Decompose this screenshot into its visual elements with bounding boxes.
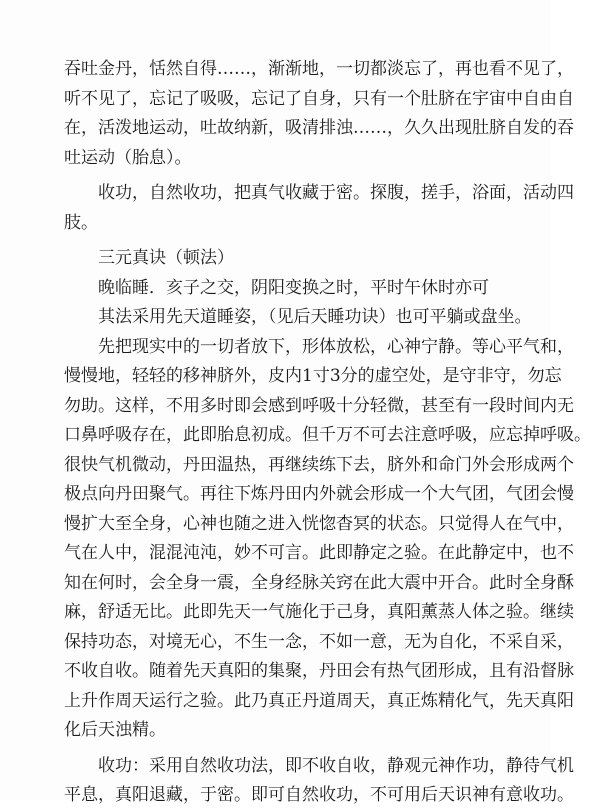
text-line: 先把现实中的一切者放下，形体放松，心神宁静。等心平气和， (98, 336, 574, 357)
text-line: 勿助。这样，不用多时即会感到呼吸十分轻微，甚至有一段时间内无 (64, 395, 574, 416)
text-line: 很快气机微动，丹田温热，再继续练下去，脐外和命门外会形成两个 (64, 454, 574, 475)
paragraph-posture (64, 303, 532, 333)
section-title: 三元真诀（顿法） (98, 248, 234, 268)
text-line: 化后天浊精。 (64, 720, 166, 740)
text-line: 平息，真阳退藏，于密。即可自然收功，不可用后天识神有意收功。 (64, 785, 574, 805)
text-line: 不收自收。随着先天真阳的集聚，丹田会有热气团形成，且有沿督脉 (64, 661, 574, 681)
text-line: 吐运动（胎息）。 (64, 147, 192, 168)
text-line: 慢慢地，轻轻的移神脐外，皮内1寸3分的虚空处，是守非守，勿忘 (64, 366, 562, 386)
text-line: 极点向丹田聚气。再往下炼丹田内外就会形成一个大气团，气团会慢 (64, 484, 574, 504)
paragraph-method (64, 333, 591, 746)
text-line: 听不见了，忘记了吸吸，忘记了自身，只有一个肚脐在宇宙中自由自 (64, 88, 574, 109)
paragraph-practice-description (64, 55, 574, 173)
text-line: 收功，自然收功，把真气收藏于密。探腹，搓手，浴面，活动四 (98, 183, 574, 203)
text-line: 晚临睡．亥子之交，阴阳变换之时，平时午休时亦可 (98, 277, 489, 298)
text-line: 在，活泼地运动，吐故纳新，吸清排浊……，久久出现肚脐自发的吞 (64, 118, 574, 138)
paragraph-closing-practice (64, 179, 574, 238)
paragraph-closing-method (64, 752, 574, 811)
text-line: 气在人中，混混沌沌，妙不可言。此即静定之验。在此静定中，也不 (64, 543, 574, 563)
text-line: 吞吐金丹，恬然自得……，渐渐地，一切都淡忘了，再也看不见了， (64, 59, 574, 79)
text-line: 肢。 (64, 212, 98, 233)
text-line: 麻，舒适无比。此即先天一气施化于己身，真阳薰蒸人体之验。继续 (64, 602, 574, 622)
text-line: 知在何时，会全身一震，全身经脉关窍在此大震中开合。此时全身酥 (64, 572, 574, 593)
text-line: 慢扩大至全身，心神也随之进入恍惚杳冥的状态。只觉得人在气中， (64, 513, 574, 534)
text-line: 收功：采用自然收功法，即不收自收，静观元神作功，静待气机 (98, 755, 574, 776)
paragraph-timing (64, 274, 501, 304)
text-line: 保持功态，对境无心，不生一念，不如一意，无为自化，不采自采， (64, 631, 574, 652)
section-heading (64, 244, 501, 274)
text-line: 上升作周天运行之验。此乃真正丹道周天，真正炼精化气，先天真阳 (64, 690, 574, 711)
text-line: 口鼻呼吸存在，此即胎息初成。但千万不可去注意呼吸，应忘掉呼吸。 (64, 425, 591, 445)
text-line: 其法采用先天道睡姿，（见后天睡功诀）也可平躺或盘坐。 (98, 307, 532, 327)
